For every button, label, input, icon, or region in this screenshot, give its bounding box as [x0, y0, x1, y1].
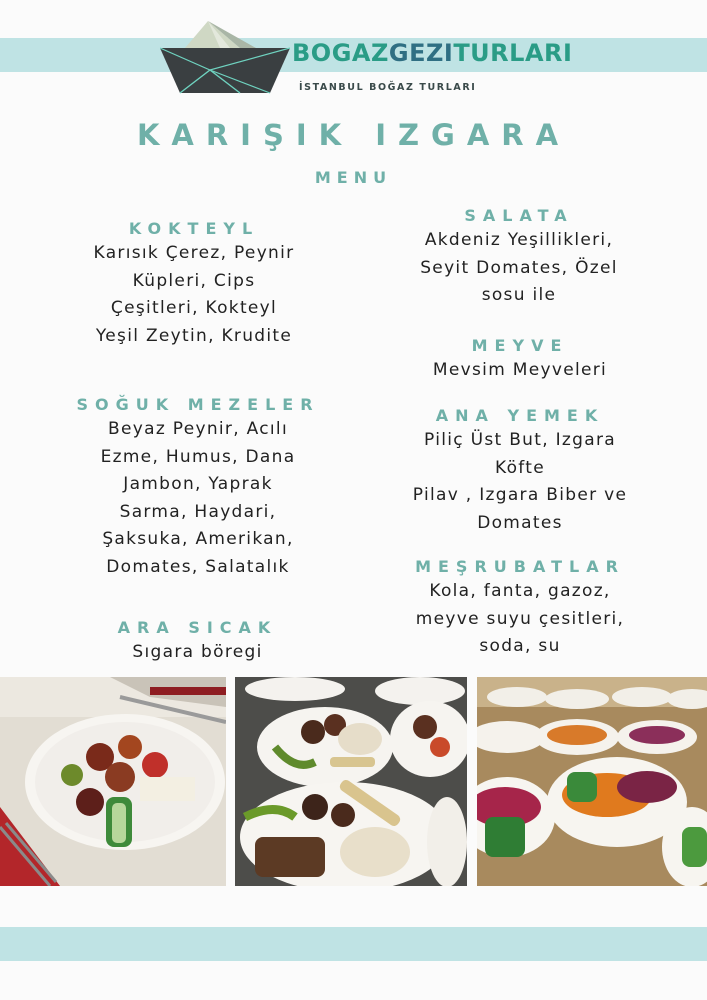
section-ara-sicak	[90, 617, 305, 667]
section-heading: SOĞUK MEZELER	[76, 395, 320, 414]
section-line: Akdeniz Yeşillikleri,	[424, 230, 614, 250]
section-line: Şaksuka, Amerikan,	[102, 529, 294, 549]
section-heading: MEŞRUBATLAR	[415, 557, 625, 576]
section-line: Sıgara böregi	[132, 642, 263, 662]
brand-tagline: İSTANBUL BOĞAZ TURLARI	[299, 82, 477, 93]
salad-bowls-photo	[477, 677, 707, 886]
section-heading: SALATA	[464, 206, 574, 225]
grilled-plate-photo	[0, 677, 226, 886]
section-line: Yeşil Zeytin, Krudite	[95, 325, 293, 346]
section-heading: MEYVE	[471, 336, 569, 355]
menu-title: KARIŞIK IZGARA	[136, 118, 571, 152]
section-salata	[378, 205, 660, 310]
section-line: Ezme, Humus, Dana	[100, 446, 296, 467]
section-line: Beyaz Peynir, Acılı	[108, 419, 288, 439]
section-line: sosu ile	[481, 285, 557, 305]
section-line: Küpleri, Cips	[132, 270, 256, 291]
section-line: Sarma, Haydari,	[119, 501, 277, 522]
section-soguk-mezeler	[52, 394, 344, 581]
bottom-band	[0, 927, 707, 961]
section-ana-yemek	[375, 405, 665, 537]
section-line: Piliç Üst But, Izgara	[424, 430, 616, 450]
section-heading: KOKTEYL	[128, 219, 260, 238]
section-line: Pilav , Izgara Biber ve	[412, 485, 628, 505]
section-line: Seyit Domates, Özel	[420, 257, 618, 278]
section-line: Çeşitleri, Kokteyl	[110, 298, 278, 318]
brand-name-part1: BOGAZ	[292, 39, 389, 67]
brand-name	[292, 39, 572, 67]
section-heading: ANA YEMEK	[435, 406, 605, 425]
brand-name-part3: TURLARI	[453, 39, 573, 67]
brand-name-part2: GEZI	[388, 39, 454, 67]
section-line: Karısık Çerez, Peynir	[93, 243, 295, 263]
menu-subtitle: MENU	[314, 168, 393, 187]
section-line: Domates, Salatalık	[106, 556, 290, 577]
section-line: Köfte	[494, 457, 545, 478]
section-mesrubatlar	[380, 556, 660, 661]
section-line: meyve suyu çesitleri,	[415, 608, 625, 629]
section-heading: ARA SICAK	[117, 618, 278, 637]
section-meyve	[380, 335, 660, 385]
logo	[160, 15, 573, 105]
section-line: Mevsim Meyveleri	[432, 360, 608, 380]
section-line: Jambon, Yaprak	[123, 474, 273, 494]
section-line: Domates	[477, 512, 563, 533]
rice-kofte-plates-photo	[235, 677, 467, 886]
section-line: soda, su	[479, 636, 561, 656]
section-kokteyl	[60, 218, 328, 350]
boat-logo-icon	[160, 15, 290, 97]
section-line: Kola, fanta, gazoz,	[429, 581, 611, 601]
